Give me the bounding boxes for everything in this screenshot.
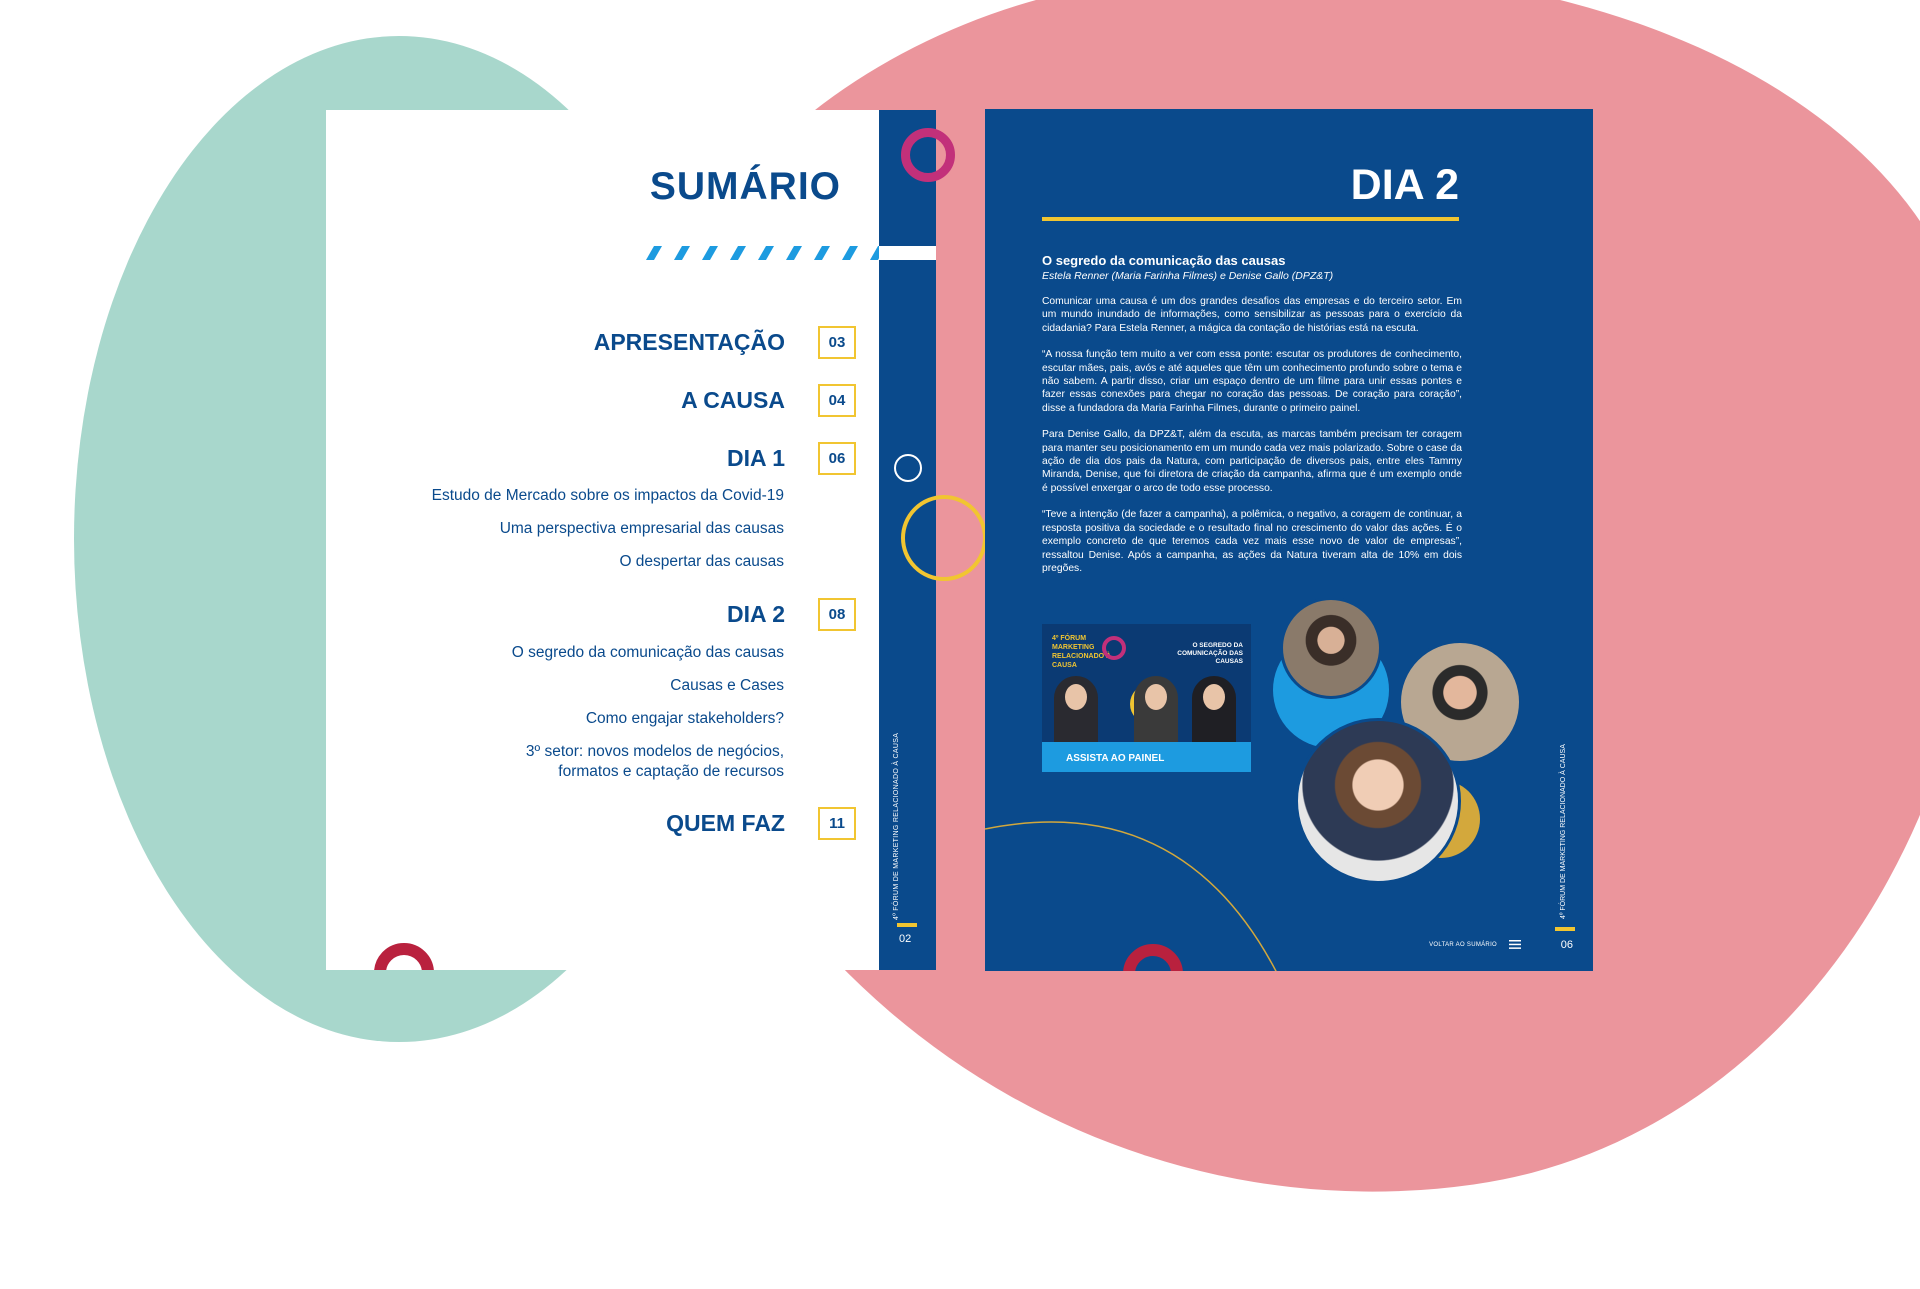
- summary-title: SUMÁRIO: [649, 165, 841, 208]
- spine-label: 4º FÓRUM DE MARKETING RELACIONADO À CAUSA: [893, 732, 900, 920]
- toc-page-number: 06: [818, 442, 856, 475]
- page-number: 06: [1560, 939, 1573, 951]
- decorative-stripes: [638, 246, 886, 260]
- decorative-ring: [1102, 636, 1126, 660]
- page-marker-bar: [897, 923, 917, 927]
- toc-heading: QUEM FAZ: [666, 810, 785, 836]
- page-number: 02: [899, 933, 912, 945]
- toc-entry-dia-1[interactable]: [727, 442, 856, 475]
- toc-entry-apresentacao[interactable]: [594, 326, 856, 359]
- toc-entry-a-causa[interactable]: [681, 384, 856, 417]
- decorative-ring: [901, 128, 955, 182]
- thumbnail-title: O SEGREDO DA COMUNICAÇÃO DAS CAUSAS: [1177, 642, 1243, 665]
- toc-page-number: 11: [818, 807, 856, 840]
- speaker-photo: [1054, 676, 1098, 742]
- speaker-photo-circle: [1295, 718, 1461, 884]
- dia2-page: [985, 109, 1593, 971]
- toc-entry-dia-2[interactable]: [727, 598, 856, 631]
- toc-subitem[interactable]: O segredo da comunicação das causas: [511, 644, 784, 661]
- toc-page-number: 04: [818, 384, 856, 417]
- article-paragraph: “A nossa função tem muito a ver com essa ponte: escutar os produtores de conhecimento, escutar mães, pais, avós e até aqueles que têm um conhecimento profundo sobre o tema e não sabem. A partir disso, criar um espaço dentro de um filme para unir essas pontes e fazer essas conexões para chegar no coração das pessoas. De coração para coração”, disse a fundadora da Maria Farinha Filmes, durante o primeiro painel.: [1042, 349, 1462, 414]
- back-to-summary-link[interactable]: VOLTAR AO SUMÁRIO: [1429, 942, 1497, 948]
- watch-panel-button[interactable]: ASSISTA AO PAINEL: [1066, 753, 1165, 764]
- video-thumbnail[interactable]: [1042, 624, 1251, 772]
- toc-entry-quem-faz[interactable]: [666, 807, 856, 840]
- toc-heading: DIA 1: [727, 445, 785, 471]
- toc-heading: A CAUSA: [681, 387, 785, 413]
- decorative-ring: [901, 495, 987, 581]
- article-title: O segredo da comunicação das causas: [1042, 253, 1286, 268]
- toc-subitem[interactable]: Causas e Cases: [670, 677, 784, 694]
- decorative-arc: [985, 809, 1285, 971]
- title-underline: [1042, 217, 1459, 221]
- speaker-photo: [1192, 676, 1236, 742]
- decorative-ring: [894, 454, 922, 482]
- article-body: [1042, 295, 1462, 588]
- left-spine: [879, 110, 936, 970]
- spine-label: 4º FÓRUM DE MARKETING RELACIONADO À CAUSA: [1560, 744, 1567, 919]
- article-paragraph: “Teve a intenção (de fazer a campanha), a polêmica, o negativo, a coragem de continuar, a resposta positiva da sociedade e o resultado final no crescimento do valor das ações. É o exemplo concreto de que teremos cada vez mais esse novo de valor de empresas”, ressaltou Denise. Após a campanha, as ações da Natura tiveram alta de 10% em dois pregões.: [1042, 509, 1462, 574]
- toc-heading: APRESENTAÇÃO: [593, 329, 785, 355]
- toc-subitem[interactable]: O despertar das causas: [619, 553, 784, 570]
- page-title: DIA 2: [1350, 161, 1459, 209]
- article-paragraph: Comunicar uma causa é um dos grandes desafios das empresas e do terceiro setor. Em um mundo inundado de informações, como sensibilizar as pessoas para o exercício da cidadania? Para Estela Renner, a mágica da contação de histórias está na escuta.: [1042, 296, 1462, 334]
- toc-page-number: 08: [818, 598, 856, 631]
- toc-page-number: 03: [818, 326, 856, 359]
- menu-icon[interactable]: [1509, 940, 1521, 949]
- toc-subitem[interactable]: Uma perspectiva empresarial das causas: [499, 520, 784, 537]
- speaker-photo-circle: [1280, 597, 1382, 699]
- speaker-photo: [1134, 676, 1178, 742]
- toc-subitem[interactable]: Estudo de Mercado sobre os impactos da Covid-19: [431, 487, 784, 504]
- decorative-ring: [374, 943, 434, 970]
- article-paragraph: Para Denise Gallo, da DPZ&T, além da escuta, as marcas também precisam ter coragem para manter seu posicionamento em um mundo cada vez mais polarizado. Sobre o case da ação de dia dos pais da Natura, com participação de diversos pais, entre eles Tammy Miranda, Denise, que foi diretora de criação da campanha, afirma que é um exemplo onde é possível enxergar o arco de todo esse processo.: [1042, 429, 1462, 494]
- toc-subitem[interactable]: 3º setor: novos modelos de negócios, formatos e captação de recursos: [525, 743, 784, 780]
- spine-gap: [879, 246, 936, 260]
- page-marker-bar: [1555, 927, 1575, 931]
- event-logo-text: 4º FÓRUM MARKETING RELACIONADO À CAUSA: [1052, 635, 1112, 669]
- toc-subitem[interactable]: Como engajar stakeholders?: [585, 710, 784, 727]
- article-authors: Estela Renner (Maria Farinha Filmes) e Denise Gallo (DPZ&T): [1042, 270, 1334, 282]
- toc-heading: DIA 2: [727, 601, 785, 627]
- summary-page: [326, 110, 936, 970]
